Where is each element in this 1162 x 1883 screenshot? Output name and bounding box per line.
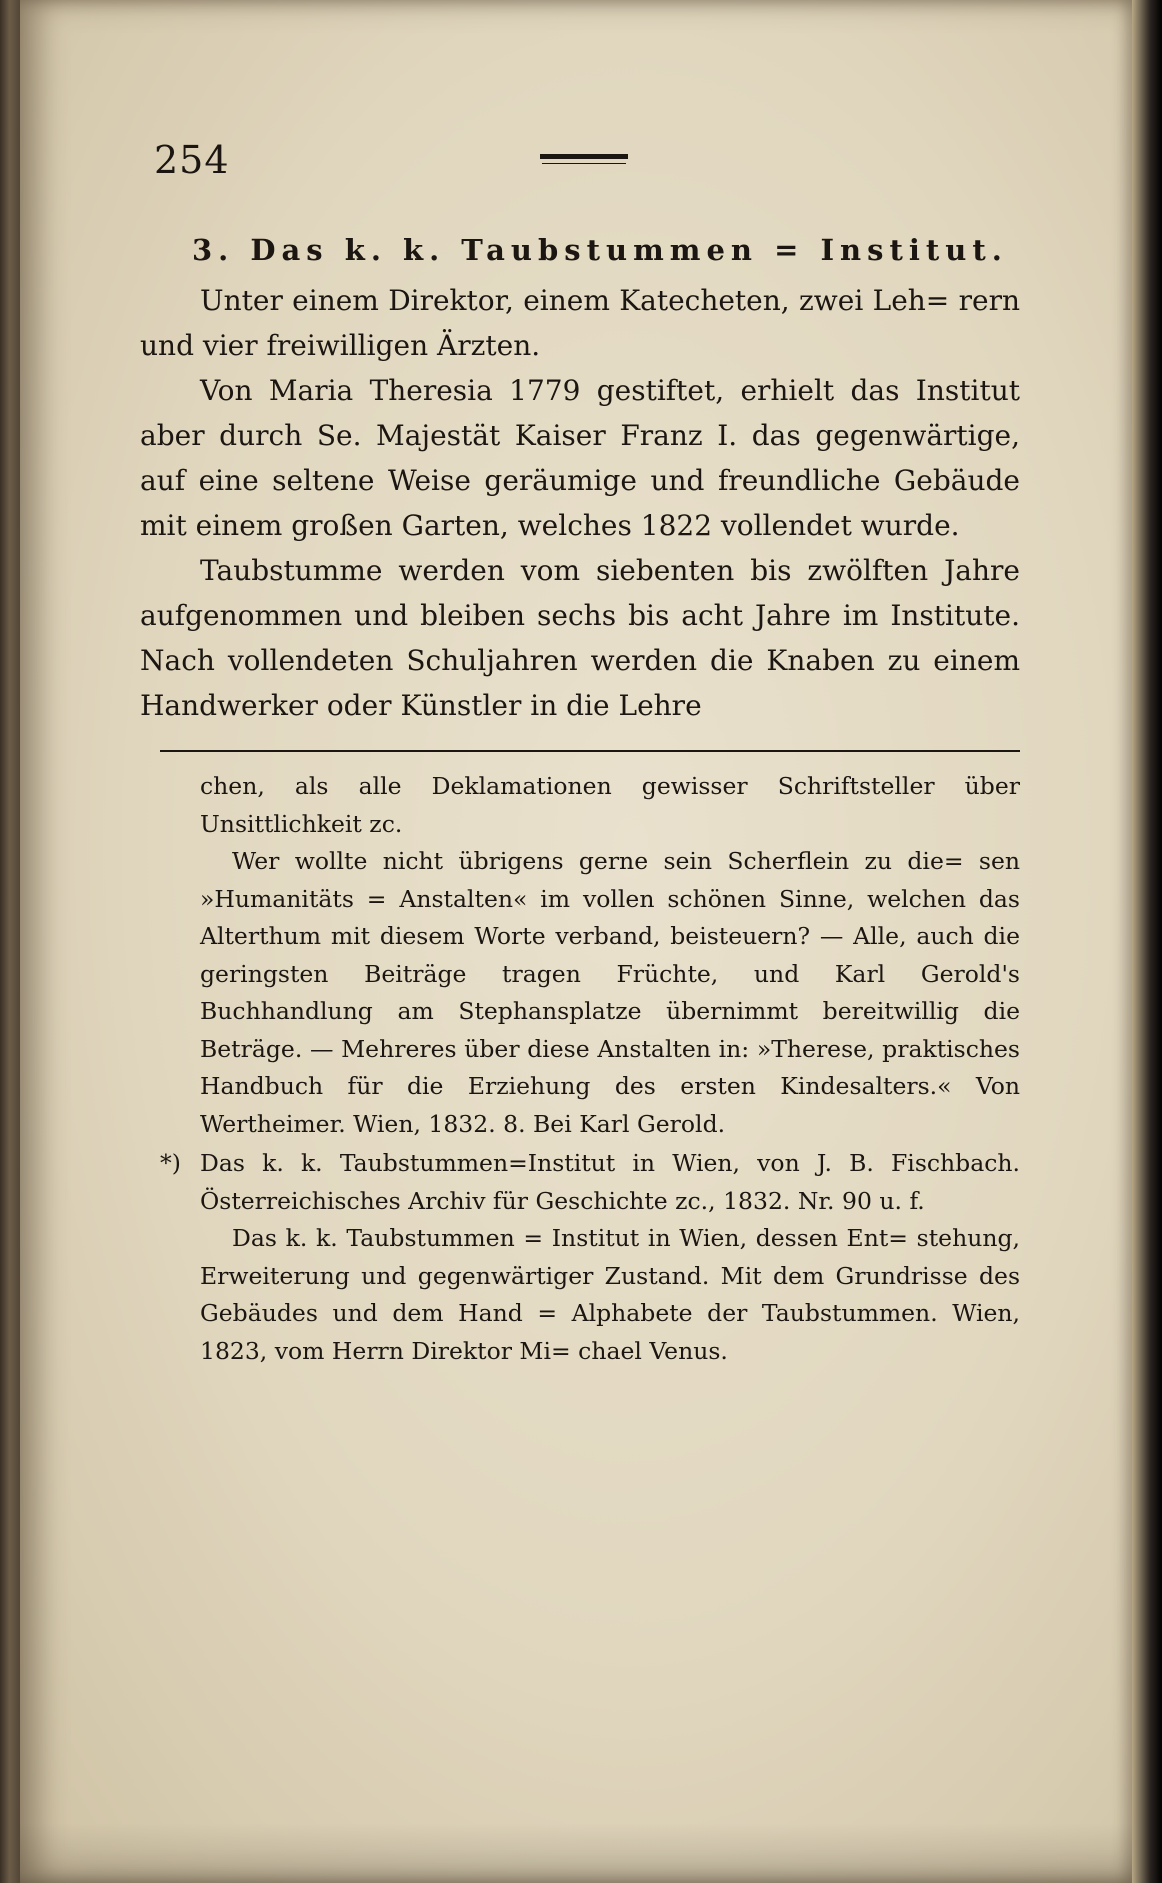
header-ornament-rule [540, 154, 628, 159]
footnote-continuation: chen, als alle Deklamationen gewisser Schriftsteller über Unsittlichkeit zc. [200, 772, 1020, 838]
running-header [140, 128, 1020, 188]
page-bottom-shadow [20, 1823, 1132, 1883]
section-title: 3. Das k. k. Taubstummen = Institut. [192, 233, 1008, 267]
paragraph-history: Von Maria Theresia 1779 gestiftet, erhielt das Institut aber durch Se. Majestät Kaiser Franz I. das gegenwärtige, auf eine seltene Weise geräumige und freundliche Gebäude mit einem großen Garten, welches 1822 vollendet wurde. [140, 374, 1020, 542]
main-text [140, 278, 1020, 728]
page-edge-shadow [1132, 0, 1162, 1883]
paragraph-staff: Unter einem Direktor, einem Katecheten, zwei Leh= rern und vier freiwilligen Ärzten. [140, 284, 1020, 362]
paragraph-admission: Taubstumme werden vom siebenten bis zwölften Jahre aufgenommen und bleiben sechs bis acht Jahre im Institute. Nach vollendeten Schuljahren werden die Knaben zu einem Handwerker oder Künstler in die Lehre [140, 554, 1020, 722]
footnote-separator-rule [160, 750, 1020, 752]
footnote-star-mark: *) [160, 1149, 181, 1177]
footnote-star-text: Das k. k. Taubstummen=Institut in Wien, von J. B. Fischbach. Österreichisches Archiv für Geschichte zc., 1832. Nr. 90 u. f. [200, 1149, 1020, 1215]
footnote-reference-book: Das k. k. Taubstummen = Institut in Wien, dessen Ent= stehung, Erweiterung und gegenwärtiger Zustand. Mit dem Grundrisse des Gebäudes und dem Hand = Alphabete der Taubstummen. Wien, 1823, vom Herrn Direktor Mi= chael Venus. [200, 1224, 1020, 1365]
page-number: 254 [154, 138, 230, 182]
footnote-star [160, 1145, 1020, 1220]
page-content [140, 128, 1020, 1370]
footnote-donations: Wer wollte nicht übrigens gerne sein Scherflein zu die= sen »Humanitäts = Anstalten« im vollen schönen Sinne, welchen das Alterthum mit diesem Worte verband, beisteuern? — Alle, auch die geringsten Beiträge tragen Früchte, und Karl Gerold's Buchhandlung am Stephansplatze übernimmt bereitwillig die Beträge. — Mehreres über diese Anstalten in: »Therese, praktisches Handbuch für die Erziehung des ersten Kindesalters.« Von Wertheimer. Wien, 1832. 8. Bei Karl Gerold. [200, 847, 1020, 1138]
footnotes [160, 768, 1020, 1370]
